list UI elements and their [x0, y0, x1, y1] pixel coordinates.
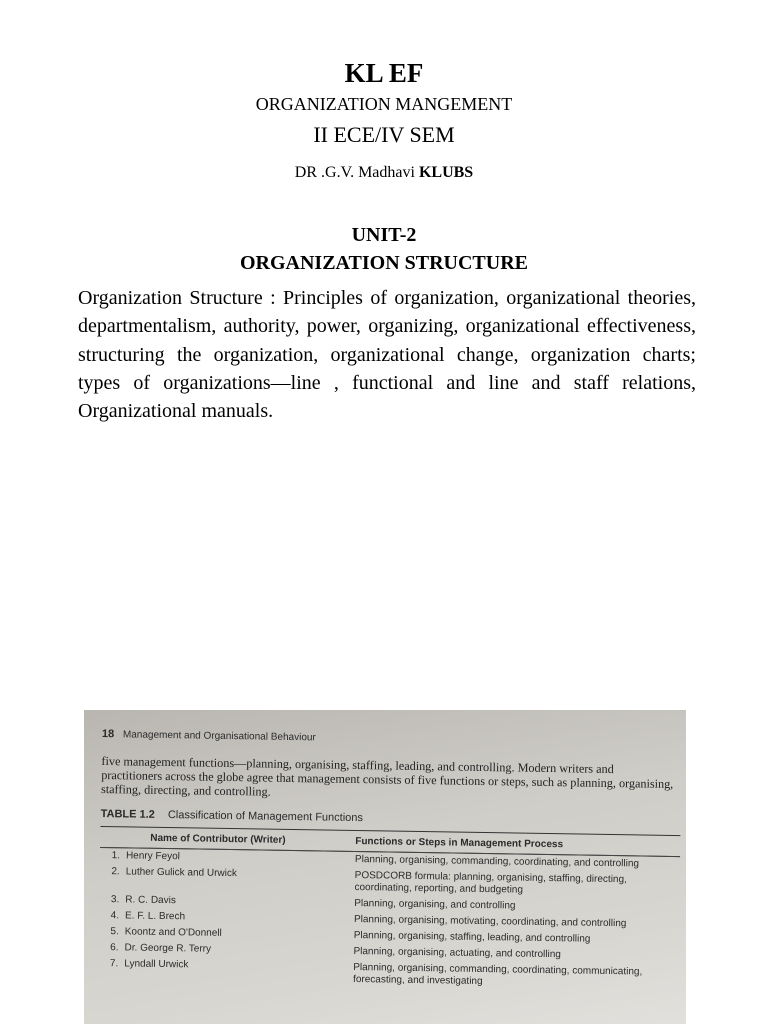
book-table-title: [101, 808, 686, 829]
document-title: KL EF: [344, 58, 424, 88]
contributor-name: E. F. L. Brech: [124, 910, 186, 923]
row-number: 3.: [110, 894, 120, 906]
unit-syllabus-text: Organization Structure : Principles of organization, organizational theories, departmentalism, authority, power, organizing, organizational effectiveness, structuring the organization, organizational change, organization charts; types of organizations—line , functional and line and staff relations, Organizational manuals.: [78, 287, 696, 423]
row-number: 2.: [111, 866, 120, 878]
column-header-functions: Functions or Steps in Management Process: [355, 830, 680, 856]
row-number: 4.: [110, 910, 120, 922]
functions-cell: POSDCORB formula: planning, organising, staffing, directing, coordinating, reporting, and budgeting: [354, 869, 627, 896]
book-page-number: 18: [101, 728, 115, 741]
author-org: KLUBS: [418, 164, 474, 181]
course-title: ORGANIZATION MANGEMENT: [255, 94, 513, 114]
column-header-contributor: Name of Contributor (Writer): [100, 826, 355, 851]
functions-cell: Planning, organising, motivating, coordinating, and controlling: [353, 913, 627, 930]
contributor-name: Dr. George R. Terry: [124, 942, 212, 955]
functions-cell: Planning, organising, commanding, coordinating, and controlling: [354, 853, 640, 870]
table-body: [98, 847, 680, 993]
textbook-page-photo: [84, 710, 686, 1024]
book-paragraph: five management functions—planning, organising, staffing, leading, and controlling. Modern writers and practitioners across the globe agree that management consists of five functions or steps, such as planning, organising, staffing, directing, and controlling.: [100, 753, 674, 799]
functions-cell: Planning, organising, and controlling: [354, 897, 516, 912]
contributor-name: Luther Gulick and Urwick: [125, 866, 237, 880]
contributor-name: R. C. Davis: [125, 894, 176, 907]
management-functions-table: [98, 826, 680, 993]
book-table-caption: Classification of Management Functions: [167, 809, 364, 825]
author-line: [0, 164, 768, 182]
author-name: DR .G.V. Madhavi: [294, 164, 415, 181]
functions-cell: Planning, organising, actuating, and controlling: [353, 945, 561, 961]
unit-number: UNIT-2: [351, 224, 417, 246]
textbook-page-content: [98, 728, 686, 993]
contributor-name: Henry Feyol: [125, 850, 180, 863]
unit-title: ORGANIZATION STRUCTURE: [239, 252, 528, 274]
contributor-name: Koontz and O'Donnell: [124, 926, 222, 939]
book-table-label: TABLE 1.2: [100, 807, 155, 821]
row-number: 1.: [111, 850, 121, 862]
functions-cell: Planning, organising, commanding, coordinating, communicating, forecasting, and investigating: [352, 961, 643, 988]
functions-cell: Planning, organising, staffing, leading, and controlling: [353, 929, 591, 945]
row-number: 5.: [110, 926, 119, 938]
book-running-title: Management and Organisational Behaviour: [122, 729, 316, 744]
contributor-cell: [99, 864, 354, 896]
class-info: II ECE/IV SEM: [313, 122, 455, 147]
contributor-cell: [98, 956, 353, 988]
row-number: 7.: [109, 958, 119, 970]
row-number: 6.: [110, 942, 119, 954]
book-running-head: [102, 728, 686, 749]
contributor-name: Lyndall Urwick: [124, 958, 189, 971]
